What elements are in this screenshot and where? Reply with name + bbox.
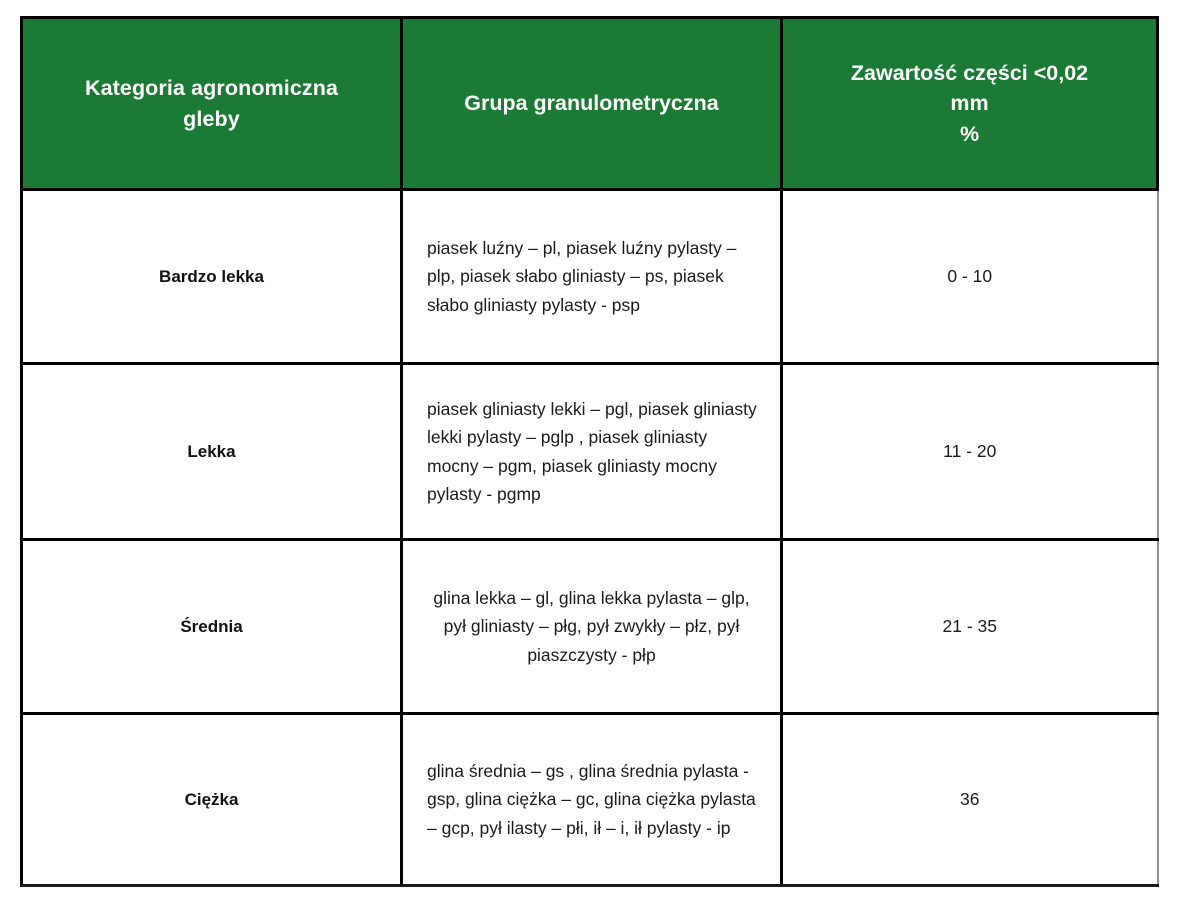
soil-category-table xyxy=(20,16,1159,887)
particle-content-value: 21 - 35 xyxy=(942,616,997,636)
cell-particle-content xyxy=(782,190,1158,364)
cell-soil-category xyxy=(22,190,402,364)
table-header xyxy=(22,18,1158,190)
cell-granulometric-group xyxy=(402,364,782,540)
column-header-soil-category-line-2: gleby xyxy=(183,106,240,131)
cell-particle-content xyxy=(782,540,1158,714)
cell-particle-content xyxy=(782,364,1158,540)
column-header-soil-category-line-1: Kategoria agronomiczna xyxy=(84,75,339,100)
column-header-granulometric-group xyxy=(402,18,782,190)
cell-soil-category xyxy=(22,714,402,886)
particle-content-value: 0 - 10 xyxy=(947,266,993,286)
granulometric-group-text: glina lekka – gl, glina lekka pylasta – glp, pył gliniasty – płg, pył zwykły – płz, pył piaszczysty - płp xyxy=(433,587,750,665)
soil-category-label: Lekka xyxy=(187,441,236,461)
granulometric-group-text: piasek luźny – pl, piasek luźny pylasty – plp, piasek słabo gliniasty – ps, piasek słabo gliniasty pylasty - psp xyxy=(427,237,737,315)
column-header-soil-category xyxy=(22,18,402,190)
cell-soil-category xyxy=(22,364,402,540)
granulometric-group-text: piasek gliniasty lekki – pgl, piasek gliniasty lekki pylasty – pglp , piasek gliniasty mocny – pgm, piasek gliniasty mocny pylasty - pgmp xyxy=(427,398,757,504)
cell-soil-category xyxy=(22,540,402,714)
cell-granulometric-group xyxy=(402,714,782,886)
column-header-particle-content xyxy=(782,18,1158,190)
soil-category-label: Bardzo lekka xyxy=(159,266,264,286)
column-header-particle-content-line-2: mm xyxy=(950,91,989,116)
table-row xyxy=(22,714,1158,886)
table-row xyxy=(22,190,1158,364)
particle-content-value: 36 xyxy=(960,789,980,809)
table-body xyxy=(22,190,1158,886)
cell-particle-content xyxy=(782,714,1158,886)
soil-category-label: Średnia xyxy=(180,616,243,636)
column-header-particle-content-line-3: % xyxy=(959,121,980,146)
cell-granulometric-group xyxy=(402,190,782,364)
column-header-particle-content-line-1: Zawartość części <0,02 xyxy=(850,60,1089,85)
granulometric-group-text: glina średnia – gs , glina średnia pylasta - gsp, glina ciężka – gc, glina ciężka pylasta – gcp, pył ilasty – płi, ił – i, ił pylasty - ip xyxy=(427,760,756,838)
soil-category-label: Ciężka xyxy=(184,789,239,809)
particle-content-value: 11 - 20 xyxy=(943,441,997,461)
column-header-granulometric-group-line-1: Grupa granulometryczna xyxy=(464,91,719,116)
cell-granulometric-group xyxy=(402,540,782,714)
table-row xyxy=(22,364,1158,540)
header-row xyxy=(22,18,1158,190)
table-row xyxy=(22,540,1158,714)
